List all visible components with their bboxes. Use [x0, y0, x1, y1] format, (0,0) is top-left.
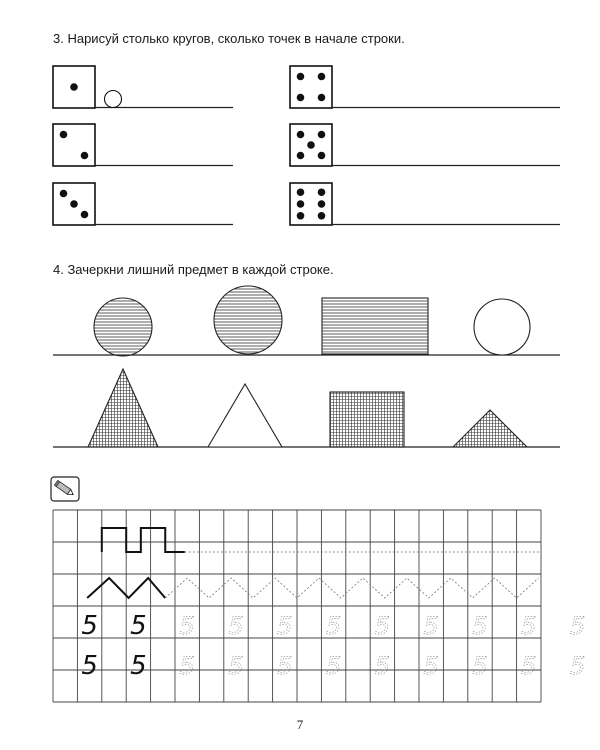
trace-digit: 5 — [521, 612, 537, 640]
dot — [318, 131, 326, 139]
pencil-icon — [51, 477, 79, 501]
trace-digit: 5 — [277, 612, 293, 640]
trace-digit: 5 — [569, 652, 586, 680]
trace-digit: 5 — [423, 652, 439, 680]
triangle-shape — [88, 369, 158, 447]
trace-digit: 5 — [374, 652, 391, 680]
trace-digit: 5 — [472, 652, 488, 680]
dot — [318, 212, 326, 220]
dice-row — [53, 66, 233, 108]
dot — [70, 200, 78, 208]
trace-digit: 5 — [228, 612, 244, 640]
circle-shape — [214, 286, 282, 354]
triangle-shape — [208, 384, 282, 447]
dice-row — [290, 183, 560, 225]
dice-box — [290, 183, 332, 225]
trace-digit: 5 — [423, 612, 439, 640]
dice-row — [290, 66, 560, 108]
dot — [297, 131, 305, 139]
dot — [297, 200, 305, 208]
drawn-circle — [105, 91, 122, 108]
task4-section — [53, 286, 560, 447]
sample-digit: 5 — [130, 611, 147, 641]
trace-digit: 5 — [521, 652, 537, 680]
trace-digit: 5 — [569, 612, 586, 640]
dice-box — [290, 66, 332, 108]
trace-digit: 5 — [374, 612, 391, 640]
dot — [297, 152, 305, 160]
dot — [70, 83, 78, 91]
page-number: 7 — [296, 717, 304, 732]
dot — [297, 73, 305, 81]
dot — [318, 188, 326, 196]
trace-digit: 5 — [325, 612, 342, 640]
sample-digit: 5 — [130, 651, 147, 681]
dot — [81, 152, 89, 160]
dot — [318, 200, 326, 208]
task4-title: 4. Зачеркни лишний предмет в каждой строке. — [53, 262, 334, 277]
sample-digit: 5 — [81, 611, 98, 641]
rectangle-shape — [330, 392, 404, 447]
trace-digit: 5 — [325, 652, 342, 680]
dot — [297, 188, 305, 196]
dot — [297, 212, 305, 220]
dot — [318, 94, 326, 102]
trace-digit: 5 — [277, 652, 293, 680]
circle-shape — [474, 299, 530, 355]
sample-digit: 5 — [81, 651, 98, 681]
trace-digit: 5 — [179, 652, 195, 680]
dice-row — [53, 183, 233, 225]
dot — [60, 190, 68, 198]
dice-row — [53, 124, 233, 166]
dice-box — [53, 124, 95, 166]
copybook-grid — [53, 510, 600, 702]
sample-pattern-square — [102, 528, 185, 552]
dot — [318, 152, 326, 160]
trace-digit: 5 — [472, 612, 488, 640]
trace-zigzag — [165, 578, 538, 598]
dot — [60, 131, 68, 139]
circle-shape — [94, 298, 152, 356]
trace-digit: 5 — [228, 652, 244, 680]
dot — [307, 141, 315, 149]
dot — [318, 73, 326, 81]
dot — [81, 211, 89, 219]
task3-title: 3. Нарисуй столько кругов, сколько точек в начале строки. — [53, 31, 405, 46]
task3-section — [53, 66, 560, 225]
dice-row — [290, 124, 560, 166]
triangle-shape — [453, 410, 527, 447]
dot — [297, 94, 305, 102]
trace-digit: 5 — [179, 612, 195, 640]
rectangle-shape — [322, 298, 428, 354]
